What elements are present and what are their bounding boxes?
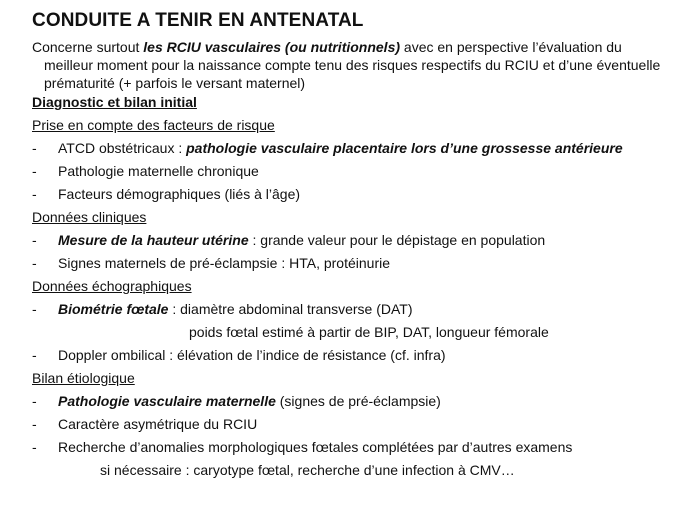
bullet-dash: - — [32, 255, 37, 271]
etio-item-vascular — [32, 392, 661, 415]
echo-item-biometry — [32, 300, 661, 323]
clinical-heading: Données cliniques — [32, 209, 147, 225]
slide-title: CONDUITE A TENIR EN ANTENATAL — [32, 10, 364, 31]
echo-item-biometry-post: : diamètre abdominal transverse (DAT) — [168, 301, 413, 317]
risk-item-demographic — [32, 185, 661, 208]
intro-emphasis: les RCIU vasculaires (ou nutritionnels) — [143, 39, 401, 55]
bullet-dash: - — [32, 163, 37, 179]
etio-heading: Bilan étiologique — [32, 370, 135, 386]
clinical-item-uterine-height — [32, 231, 661, 254]
diagnostic-heading: Diagnostic et bilan initial — [32, 94, 197, 110]
etio-item-anomalies-label: Recherche d’anomalies morphologiques fœtales complétées par d’autres examens — [58, 439, 573, 455]
bullet-dash: - — [32, 347, 37, 363]
bullet-dash: - — [32, 439, 37, 455]
intro-paragraph — [32, 38, 661, 92]
echo-item-doppler-label: Doppler ombilical : élévation de l’indice de résistance (cf. infra) — [58, 347, 446, 363]
clinical-item-uterine-height-post: : grande valeur pour le dépistage en population — [248, 232, 546, 248]
etio-item-vascular-post: (signes de pré-éclampsie) — [275, 393, 441, 409]
echo-item-biometry-continuation: poids fœtal estimé à partir de BIP, DAT, longueur fémorale — [189, 324, 549, 340]
intro-post: avec en perspective l’évaluation du meilleur moment pour la naissance compte tenu des risques respectifs du RCIU et d’une éventuelle prématurité (+ parfois le versant maternel) — [44, 39, 661, 91]
echo-heading: Données échographiques — [32, 278, 192, 294]
etio-item-anomalies-continuation: si nécessaire : caryotype fœtal, recherche d’une infection à CMV… — [100, 462, 515, 478]
echo-item-biometry-emphasis: Biométrie fœtale — [58, 301, 169, 317]
risk-item-demographic-label: Facteurs démographiques (liés à l’âge) — [58, 186, 301, 202]
etio-item-asymmetric-label: Caractère asymétrique du RCIU — [58, 416, 258, 432]
clinical-item-uterine-height-emphasis: Mesure de la hauteur utérine — [58, 232, 249, 248]
etio-item-vascular-emphasis: Pathologie vasculaire maternelle — [58, 393, 276, 409]
risk-item-obstetric-label: ATCD obstétricaux : — [58, 140, 187, 156]
etio-item-anomalies — [32, 438, 661, 461]
bullet-dash: - — [32, 232, 37, 248]
risk-item-obstetric-emphasis: pathologie vasculaire placentaire lors d’une grossesse antérieure — [186, 140, 623, 156]
risk-item-chronic — [32, 162, 661, 185]
risk-item-chronic-label: Pathologie maternelle chronique — [58, 163, 259, 179]
echo-item-doppler — [32, 346, 661, 369]
clinical-item-preeclampsia — [32, 254, 661, 277]
etio-item-asymmetric — [32, 415, 661, 438]
bullet-dash: - — [32, 416, 37, 432]
bullet-dash: - — [32, 186, 37, 202]
bullet-dash: - — [32, 393, 37, 409]
risk-heading: Prise en compte des facteurs de risque — [32, 117, 275, 133]
risk-item-obstetric — [32, 139, 661, 162]
clinical-item-preeclampsia-label: Signes maternels de pré-éclampsie : HTA, protéinurie — [58, 255, 391, 271]
intro-pre: Concerne surtout — [32, 39, 144, 55]
bullet-dash: - — [32, 140, 37, 156]
bullet-dash: - — [32, 301, 37, 317]
